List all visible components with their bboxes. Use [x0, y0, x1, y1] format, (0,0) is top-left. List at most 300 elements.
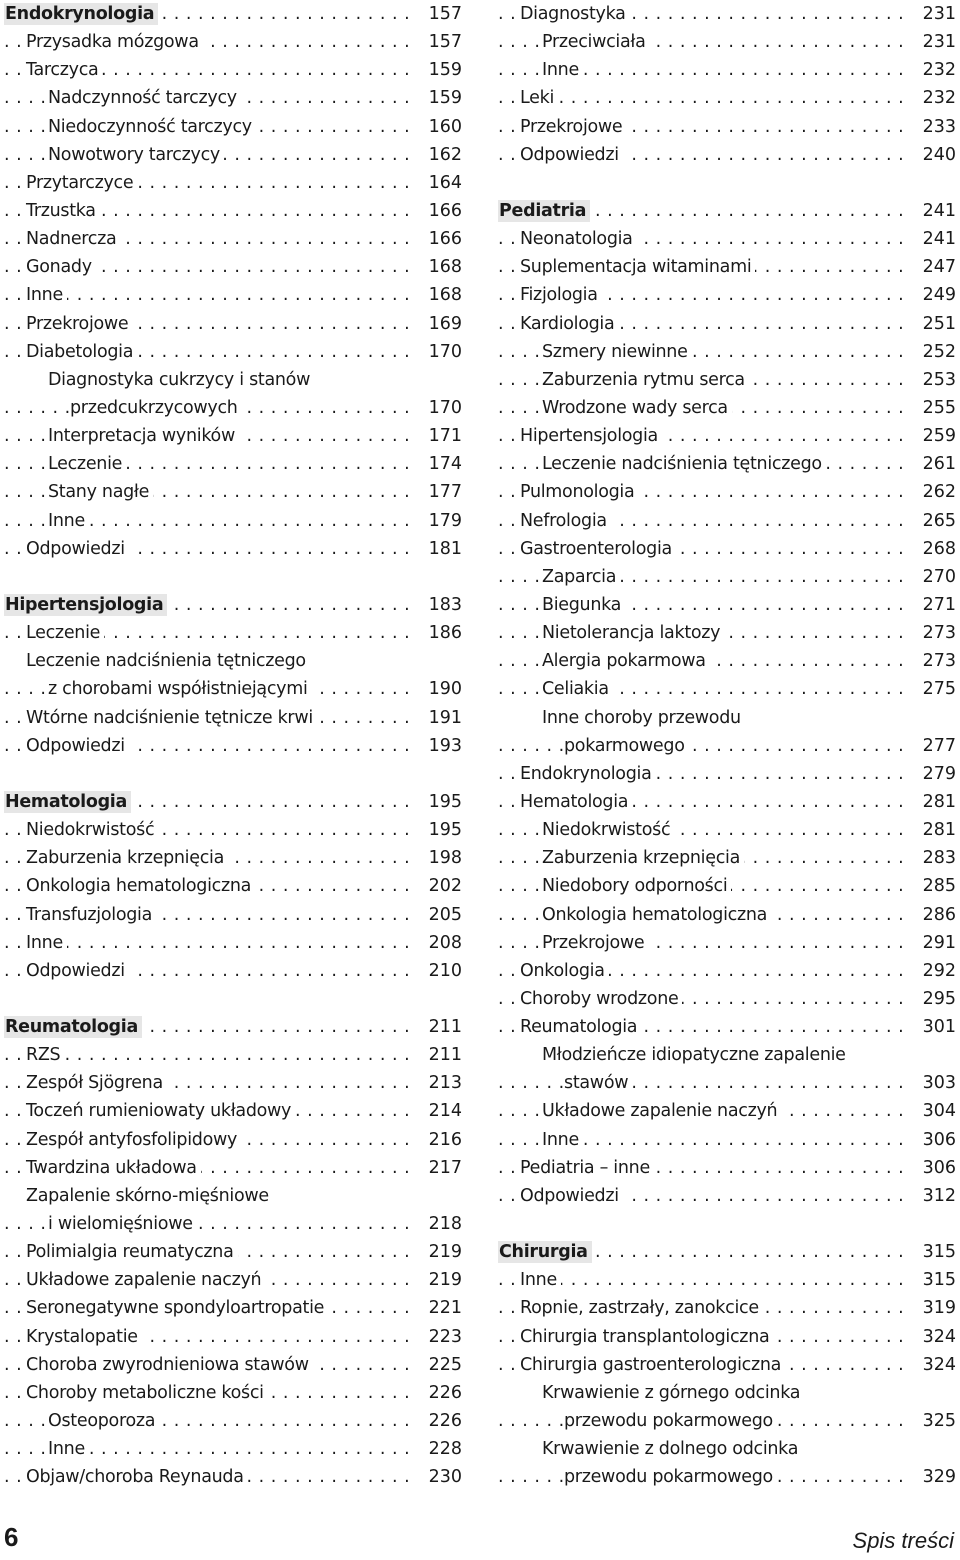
toc-entry-title: Odpowiedzi — [26, 539, 129, 559]
toc-entry-title: Hematologia — [520, 792, 632, 812]
toc-entry[interactable] — [4, 704, 462, 732]
toc-entry[interactable] — [498, 84, 956, 112]
toc-entry[interactable] — [498, 310, 956, 338]
toc-entry-title: Przytarczyce — [26, 173, 137, 193]
toc-entry-title: Inne — [26, 933, 67, 953]
toc-entry[interactable] — [498, 507, 956, 535]
toc-page-number: 253 — [916, 366, 956, 394]
toc-entry[interactable] — [4, 732, 462, 760]
toc-entry-title: Zapalenie skórno-mięśniowe — [26, 1186, 273, 1206]
toc-entry-title: pokarmowego — [564, 736, 689, 756]
toc-entry-title: Zaparcia — [542, 567, 620, 587]
toc-entry[interactable] — [4, 1097, 462, 1125]
toc-entry[interactable] — [4, 84, 462, 112]
toc-entry-title: Krystalopatie — [26, 1327, 142, 1347]
toc-page-number: 186 — [422, 619, 462, 647]
toc-entry-title: Wrodzone wady serca — [542, 398, 732, 418]
toc-entry-title: Inne — [48, 1439, 89, 1459]
toc-page-number: 159 — [422, 84, 462, 112]
toc-page-number: 251 — [916, 310, 956, 338]
toc-page-number: 241 — [916, 225, 956, 253]
toc-page-number: 160 — [422, 113, 462, 141]
toc-entry-title: Układowe zapalenie naczyń — [542, 1101, 781, 1121]
toc-entry[interactable] — [498, 985, 956, 1013]
toc-entry[interactable] — [498, 1069, 956, 1097]
toc-page-number: 279 — [916, 760, 956, 788]
toc-entry[interactable] — [4, 1351, 462, 1379]
toc-section-heading[interactable] — [498, 197, 956, 225]
toc-entry-title: Celiakia — [542, 679, 613, 699]
toc-page-number: 216 — [422, 1126, 462, 1154]
toc-entry[interactable] — [4, 197, 462, 225]
toc-entry-title: Zaburzenia krzepnięcia — [542, 848, 744, 868]
toc-entry[interactable] — [498, 253, 956, 281]
toc-page-number: 177 — [422, 478, 462, 506]
toc-entry[interactable] — [4, 422, 462, 450]
toc-page-number: 190 — [422, 675, 462, 703]
toc-entry[interactable] — [4, 1435, 462, 1463]
toc-entry[interactable] — [498, 619, 956, 647]
toc-page-number: 271 — [916, 591, 956, 619]
toc-page-number: 168 — [422, 281, 462, 309]
toc-page-number: 286 — [916, 901, 956, 929]
toc-entry-title: Twardzina układowa — [26, 1158, 201, 1178]
toc-entry[interactable] — [4, 675, 462, 703]
toc-entry-title: Choroba zwyrodnieniowa stawów — [26, 1355, 313, 1375]
toc-page-number: 170 — [422, 394, 462, 422]
toc-page-number: 324 — [916, 1323, 956, 1351]
toc-page-number: 164 — [422, 169, 462, 197]
toc-entry-title: Onkologia hematologiczna — [542, 905, 771, 925]
toc-page-number: 268 — [916, 535, 956, 563]
toc-entry-title: Ropnie, zastrzały, zanokcice — [520, 1298, 763, 1318]
toc-page-number: 230 — [422, 1463, 462, 1491]
toc-entry-title: Inne — [26, 285, 67, 305]
toc-entry[interactable] — [498, 704, 956, 732]
toc-page-number: 240 — [916, 141, 956, 169]
toc-entry[interactable] — [4, 394, 462, 422]
toc-section-heading[interactable] — [4, 1013, 462, 1041]
toc-entry[interactable] — [4, 1041, 462, 1069]
toc-entry[interactable] — [4, 1210, 462, 1238]
toc-entry-title: Toczeń rumieniowaty układowy — [26, 1101, 295, 1121]
toc-entry[interactable] — [4, 1407, 462, 1435]
toc-entry-title: Układowe zapalenie naczyń — [26, 1270, 265, 1290]
toc-page-number: 171 — [422, 422, 462, 450]
toc-entry-title: Przeciwciała — [542, 32, 650, 52]
toc-entry[interactable] — [498, 338, 956, 366]
toc-entry[interactable] — [498, 760, 956, 788]
toc-entry-title: Wtórne nadciśnienie tętnicze krwi — [26, 708, 317, 728]
toc-column-right — [498, 0, 956, 1491]
toc-page-number: 231 — [916, 28, 956, 56]
toc-page-number: 303 — [916, 1069, 956, 1097]
toc-entry-title: Endokrynologia — [520, 764, 656, 784]
toc-page-number: 217 — [422, 1154, 462, 1182]
toc-page-number: 179 — [422, 507, 462, 535]
toc-entry[interactable] — [4, 1154, 462, 1182]
page-number: 6 — [4, 1522, 19, 1552]
toc-page-number: 262 — [916, 478, 956, 506]
toc-entry-title: Reumatologia — [520, 1017, 641, 1037]
toc-entry-title: Fizjologia — [520, 285, 602, 305]
toc-entry[interactable] — [498, 563, 956, 591]
toc-page-number: 292 — [916, 957, 956, 985]
toc-entry[interactable] — [498, 1126, 956, 1154]
toc-page-number: 166 — [422, 225, 462, 253]
toc-page-number: 241 — [916, 197, 956, 225]
toc-page-number: 213 — [422, 1069, 462, 1097]
toc-entry-title: Inne — [542, 60, 583, 80]
toc-entry[interactable] — [498, 1435, 956, 1463]
toc-page-number: 210 — [422, 957, 462, 985]
toc-entry-title: Gonady — [26, 257, 96, 277]
toc-page-number: 218 — [422, 1210, 462, 1238]
toc-entry[interactable] — [498, 816, 956, 844]
toc-section-heading[interactable] — [4, 788, 462, 816]
toc-entry-title: Onkologia hematologiczna — [26, 876, 255, 896]
toc-entry-title: Nowotwory tarczycy — [48, 145, 224, 165]
toc-entry[interactable] — [498, 1182, 956, 1210]
toc-entry-title: Nietolerancja laktozy — [542, 623, 724, 643]
toc-entry[interactable] — [4, 450, 462, 478]
toc-page-number: 301 — [916, 1013, 956, 1041]
toc-entry-title: Inne choroby przewodu — [542, 708, 745, 728]
toc-entry[interactable] — [4, 619, 462, 647]
toc-entry-title: Objaw/choroba Reynauda — [26, 1467, 248, 1487]
toc-entry[interactable] — [498, 225, 956, 253]
toc-entry[interactable] — [4, 169, 462, 197]
toc-page-number: 312 — [916, 1182, 956, 1210]
toc-section-heading[interactable] — [4, 0, 462, 28]
toc-entry-title: Biegunka — [542, 595, 625, 615]
toc-entry-title: Diabetologia — [26, 342, 137, 362]
toc-entry-title: Zaburzenia rytmu serca — [542, 370, 749, 390]
toc-page-number: 304 — [916, 1097, 956, 1125]
toc-entry-title: Nadczynność tarczycy — [48, 88, 241, 108]
toc-entry[interactable] — [498, 1097, 956, 1125]
toc-entry[interactable] — [498, 1407, 956, 1435]
toc-entry-title: Odpowiedzi — [26, 736, 129, 756]
toc-section-heading[interactable] — [498, 1238, 956, 1266]
toc-entry[interactable] — [498, 1351, 956, 1379]
section-gap — [4, 563, 462, 591]
toc-entry-title: Leczenie — [26, 623, 104, 643]
toc-entry-title: Inne — [48, 511, 89, 531]
toc-page-number: 225 — [422, 1351, 462, 1379]
toc-page-number: 157 — [422, 28, 462, 56]
toc-entry-title: Reumatologia — [4, 1016, 142, 1038]
toc-entry[interactable] — [4, 957, 462, 985]
toc-entry[interactable] — [498, 647, 956, 675]
toc-entry[interactable] — [4, 113, 462, 141]
toc-entry[interactable] — [4, 1323, 462, 1351]
toc-entry[interactable] — [498, 901, 956, 929]
toc-entry-title: Hipertensjologia — [520, 426, 662, 446]
toc-entry-title: Przekrojowe — [26, 314, 132, 334]
toc-entry[interactable] — [4, 929, 462, 957]
toc-entry-title: Odpowiedzi — [520, 145, 623, 165]
toc-entry[interactable] — [498, 1379, 956, 1407]
toc-entry-title: Niedokrwistość — [26, 820, 158, 840]
toc-entry-title: Osteoporoza — [48, 1411, 159, 1431]
toc-entry[interactable] — [4, 1379, 462, 1407]
toc-page-number: 249 — [916, 281, 956, 309]
toc-entry-title: Transfuzjologia — [26, 905, 156, 925]
toc-entry[interactable] — [4, 1266, 462, 1294]
toc-entry[interactable] — [498, 675, 956, 703]
toc-entry[interactable] — [4, 1238, 462, 1266]
toc-page-number: 228 — [422, 1435, 462, 1463]
toc-page-number: 221 — [422, 1294, 462, 1322]
toc-entry[interactable] — [498, 478, 956, 506]
toc-entry[interactable] — [498, 872, 956, 900]
toc-entry[interactable] — [498, 450, 956, 478]
toc-entry-title: Niedobory odporności — [542, 876, 731, 896]
toc-page-number: 208 — [422, 929, 462, 957]
toc-entry-title: przewodu pokarmowego — [564, 1411, 777, 1431]
toc-page-number: 275 — [916, 675, 956, 703]
toc-entry-title: Leki — [520, 88, 558, 108]
toc-entry[interactable] — [4, 1463, 462, 1491]
toc-entry[interactable] — [498, 281, 956, 309]
toc-page-number: 273 — [916, 619, 956, 647]
toc-entry-title: Kardiologia — [520, 314, 618, 334]
toc-page-number: 277 — [916, 732, 956, 760]
toc-entry-title: Hipertensjologia — [4, 594, 167, 616]
toc-entry[interactable] — [4, 281, 462, 309]
toc-entry-title: Diagnostyka — [520, 4, 630, 24]
toc-page-number: 226 — [422, 1379, 462, 1407]
toc-entry[interactable] — [4, 141, 462, 169]
toc-page-number: 306 — [916, 1126, 956, 1154]
toc-entry-title: Choroby metaboliczne kości — [26, 1383, 268, 1403]
toc-entry-title: Hematologia — [4, 791, 131, 813]
toc-entry-title: Przysadka mózgowa — [26, 32, 203, 52]
toc-entry-title: Chirurgia — [498, 1241, 592, 1263]
toc-page-number: 219 — [422, 1266, 462, 1294]
toc-page-number: 223 — [422, 1323, 462, 1351]
toc-entry-title: Polimialgia reumatyczna — [26, 1242, 238, 1262]
toc-entry-title: Odpowiedzi — [26, 961, 129, 981]
toc-page-number: 325 — [916, 1407, 956, 1435]
toc-entry[interactable] — [498, 56, 956, 84]
toc-entry[interactable] — [498, 1041, 956, 1069]
toc-entry-title: Pediatria — [498, 200, 590, 222]
toc-entry-title: Leczenie nadciśnienia tętniczego — [542, 454, 826, 474]
toc-entry[interactable] — [498, 422, 956, 450]
toc-page-number: 315 — [916, 1266, 956, 1294]
toc-page-number: 259 — [916, 422, 956, 450]
toc-entry[interactable] — [4, 535, 462, 563]
toc-entry-title: Stany nagłe — [48, 482, 153, 502]
toc-entry[interactable] — [4, 507, 462, 535]
toc-page-number: 198 — [422, 844, 462, 872]
toc-page-number: 211 — [422, 1041, 462, 1069]
toc-entry-title: Chirurgia transplantologiczna — [520, 1327, 773, 1347]
toc-entry[interactable] — [498, 591, 956, 619]
toc-page-number: 324 — [916, 1351, 956, 1379]
toc-page-number: 315 — [916, 1238, 956, 1266]
toc-entry-title: Inne — [520, 1270, 561, 1290]
toc-entry[interactable] — [498, 0, 956, 28]
toc-entry-title: z chorobami współistniejącymi — [48, 679, 312, 699]
toc-entry-title: Niedoczynność tarczycy — [48, 117, 256, 137]
toc-entry[interactable] — [4, 1126, 462, 1154]
toc-entry[interactable] — [498, 732, 956, 760]
toc-entry-title: Alergia pokarmowa — [542, 651, 710, 671]
toc-page-number: 232 — [916, 84, 956, 112]
toc-page-number: 219 — [422, 1238, 462, 1266]
toc-entry-title: Leczenie nadciśnienia tętniczego — [26, 651, 310, 671]
toc-page-number: 283 — [916, 844, 956, 872]
toc-entry-title: Choroby wrodzone — [520, 989, 682, 1009]
toc-column-left — [4, 0, 462, 1491]
toc-entry[interactable] — [4, 366, 462, 394]
toc-entry[interactable] — [4, 872, 462, 900]
toc-page-number: 306 — [916, 1154, 956, 1182]
toc-entry[interactable] — [498, 1154, 956, 1182]
toc-entry[interactable] — [498, 844, 956, 872]
toc-entry-title: Inne — [542, 1130, 583, 1150]
toc-entry[interactable] — [4, 1182, 462, 1210]
toc-page-number: 168 — [422, 253, 462, 281]
toc-page-number: 205 — [422, 901, 462, 929]
section-gap — [4, 985, 462, 1013]
toc-page-number: 195 — [422, 816, 462, 844]
toc-entry-title: Chirurgia gastroenterologiczna — [520, 1355, 785, 1375]
toc-page-number: 265 — [916, 507, 956, 535]
toc-page-number: 273 — [916, 647, 956, 675]
toc-page-number: 233 — [916, 113, 956, 141]
toc-page-number: 195 — [422, 788, 462, 816]
toc-entry[interactable] — [498, 1013, 956, 1041]
toc-page-number: 174 — [422, 450, 462, 478]
toc-entry[interactable] — [4, 225, 462, 253]
toc-entry-title: Przekrojowe — [520, 117, 626, 137]
toc-entry-title: Młodzieńcze idiopatyczne zapalenie — [542, 1045, 850, 1065]
toc-entry[interactable] — [4, 28, 462, 56]
toc-page-number: 291 — [916, 929, 956, 957]
toc-page-number: 193 — [422, 732, 462, 760]
toc-page-number: 181 — [422, 535, 462, 563]
toc-entry-title: przewodu pokarmowego — [564, 1467, 777, 1487]
toc-entry-title: przedcukrzycowych — [70, 398, 242, 418]
toc-entry[interactable] — [4, 56, 462, 84]
toc-page-number: 202 — [422, 872, 462, 900]
toc-entry[interactable] — [4, 478, 462, 506]
toc-entry-title: Zespół Sjögrena — [26, 1073, 167, 1093]
toc-page-number: 252 — [916, 338, 956, 366]
toc-entry-title: Krwawienie z dolnego odcinka — [542, 1439, 802, 1459]
toc-entry[interactable] — [498, 141, 956, 169]
toc-page-number: 169 — [422, 310, 462, 338]
toc-page-number: 226 — [422, 1407, 462, 1435]
toc-section-heading[interactable] — [4, 591, 462, 619]
toc-entry-title: Trzustka — [26, 201, 100, 221]
toc-entry[interactable] — [4, 844, 462, 872]
toc-entry[interactable] — [4, 253, 462, 281]
toc-entry[interactable] — [498, 1294, 956, 1322]
toc-entry[interactable] — [498, 535, 956, 563]
toc-entry-title: Seronegatywne spondyloartropatie — [26, 1298, 328, 1318]
toc-entry-title: Przekrojowe — [542, 933, 648, 953]
running-title: Spis treści — [852, 1528, 954, 1553]
toc-entry[interactable] — [498, 957, 956, 985]
toc-entry[interactable] — [498, 788, 956, 816]
toc-entry-title: Suplementacja witaminami — [520, 257, 755, 277]
toc-entry[interactable] — [4, 901, 462, 929]
toc-page-number: 214 — [422, 1097, 462, 1125]
toc-entry[interactable] — [498, 366, 956, 394]
toc-entry[interactable] — [4, 1294, 462, 1322]
toc-entry-title: Nadnercza — [26, 229, 120, 249]
toc-entry-title: Interpretacja wyników — [48, 426, 239, 446]
toc-entry-title: Gastroenterologia — [520, 539, 676, 559]
toc-entry-title: Pediatria – inne — [520, 1158, 654, 1178]
toc-page-number: 232 — [916, 56, 956, 84]
toc-entry[interactable] — [498, 394, 956, 422]
toc-entry[interactable] — [498, 1463, 956, 1491]
toc-entry-title: i wielomięśniowe — [48, 1214, 197, 1234]
toc-page-number: 281 — [916, 788, 956, 816]
toc-page-number: 231 — [916, 0, 956, 28]
toc-entry[interactable] — [498, 1266, 956, 1294]
toc-entry-title: Niedokrwistość — [542, 820, 674, 840]
toc-entry[interactable] — [498, 113, 956, 141]
toc-entry[interactable] — [498, 28, 956, 56]
toc-entry-title: stawów — [564, 1073, 632, 1093]
toc-page-number: 191 — [422, 704, 462, 732]
toc-entry[interactable] — [4, 310, 462, 338]
toc-entry-title: Odpowiedzi — [520, 1186, 623, 1206]
toc-page-number: 295 — [916, 985, 956, 1013]
toc-page-number: 319 — [916, 1294, 956, 1322]
section-gap — [498, 1210, 956, 1238]
toc-entry[interactable] — [4, 816, 462, 844]
toc-page-number: 329 — [916, 1463, 956, 1491]
toc-page-number: 162 — [422, 141, 462, 169]
toc-page-number: 159 — [422, 56, 462, 84]
section-gap — [498, 169, 956, 197]
toc-entry-title: RZS — [26, 1045, 64, 1065]
toc-entry-title: Pulmonologia — [520, 482, 638, 502]
toc-page-number: 261 — [916, 450, 956, 478]
toc-entry[interactable] — [4, 647, 462, 675]
toc-entry[interactable] — [4, 338, 462, 366]
toc-entry[interactable] — [4, 1069, 462, 1097]
toc-page-number: 183 — [422, 591, 462, 619]
toc-page-number: 285 — [916, 872, 956, 900]
toc-page-number: 157 — [422, 0, 462, 28]
toc-entry-title: Zaburzenia krzepnięcia — [26, 848, 228, 868]
toc-entry-title: Leczenie — [48, 454, 126, 474]
toc-page-number: 247 — [916, 253, 956, 281]
toc-page-number: 270 — [916, 563, 956, 591]
toc-entry-title: Zespół antyfosfolipidowy — [26, 1130, 241, 1150]
toc-entry-title: Onkologia — [520, 961, 609, 981]
toc-page-number: 170 — [422, 338, 462, 366]
toc-entry[interactable] — [498, 929, 956, 957]
toc-entry-title: Szmery niewinne — [542, 342, 692, 362]
toc-entry-title: Neonatologia — [520, 229, 637, 249]
section-gap — [4, 760, 462, 788]
toc-entry-title: Nefrologia — [520, 511, 611, 531]
toc-entry[interactable] — [498, 1323, 956, 1351]
toc-entry-title: Krwawienie z górnego odcinka — [542, 1383, 804, 1403]
toc-entry-title: Endokrynologia — [4, 3, 158, 25]
toc-page-number: 211 — [422, 1013, 462, 1041]
